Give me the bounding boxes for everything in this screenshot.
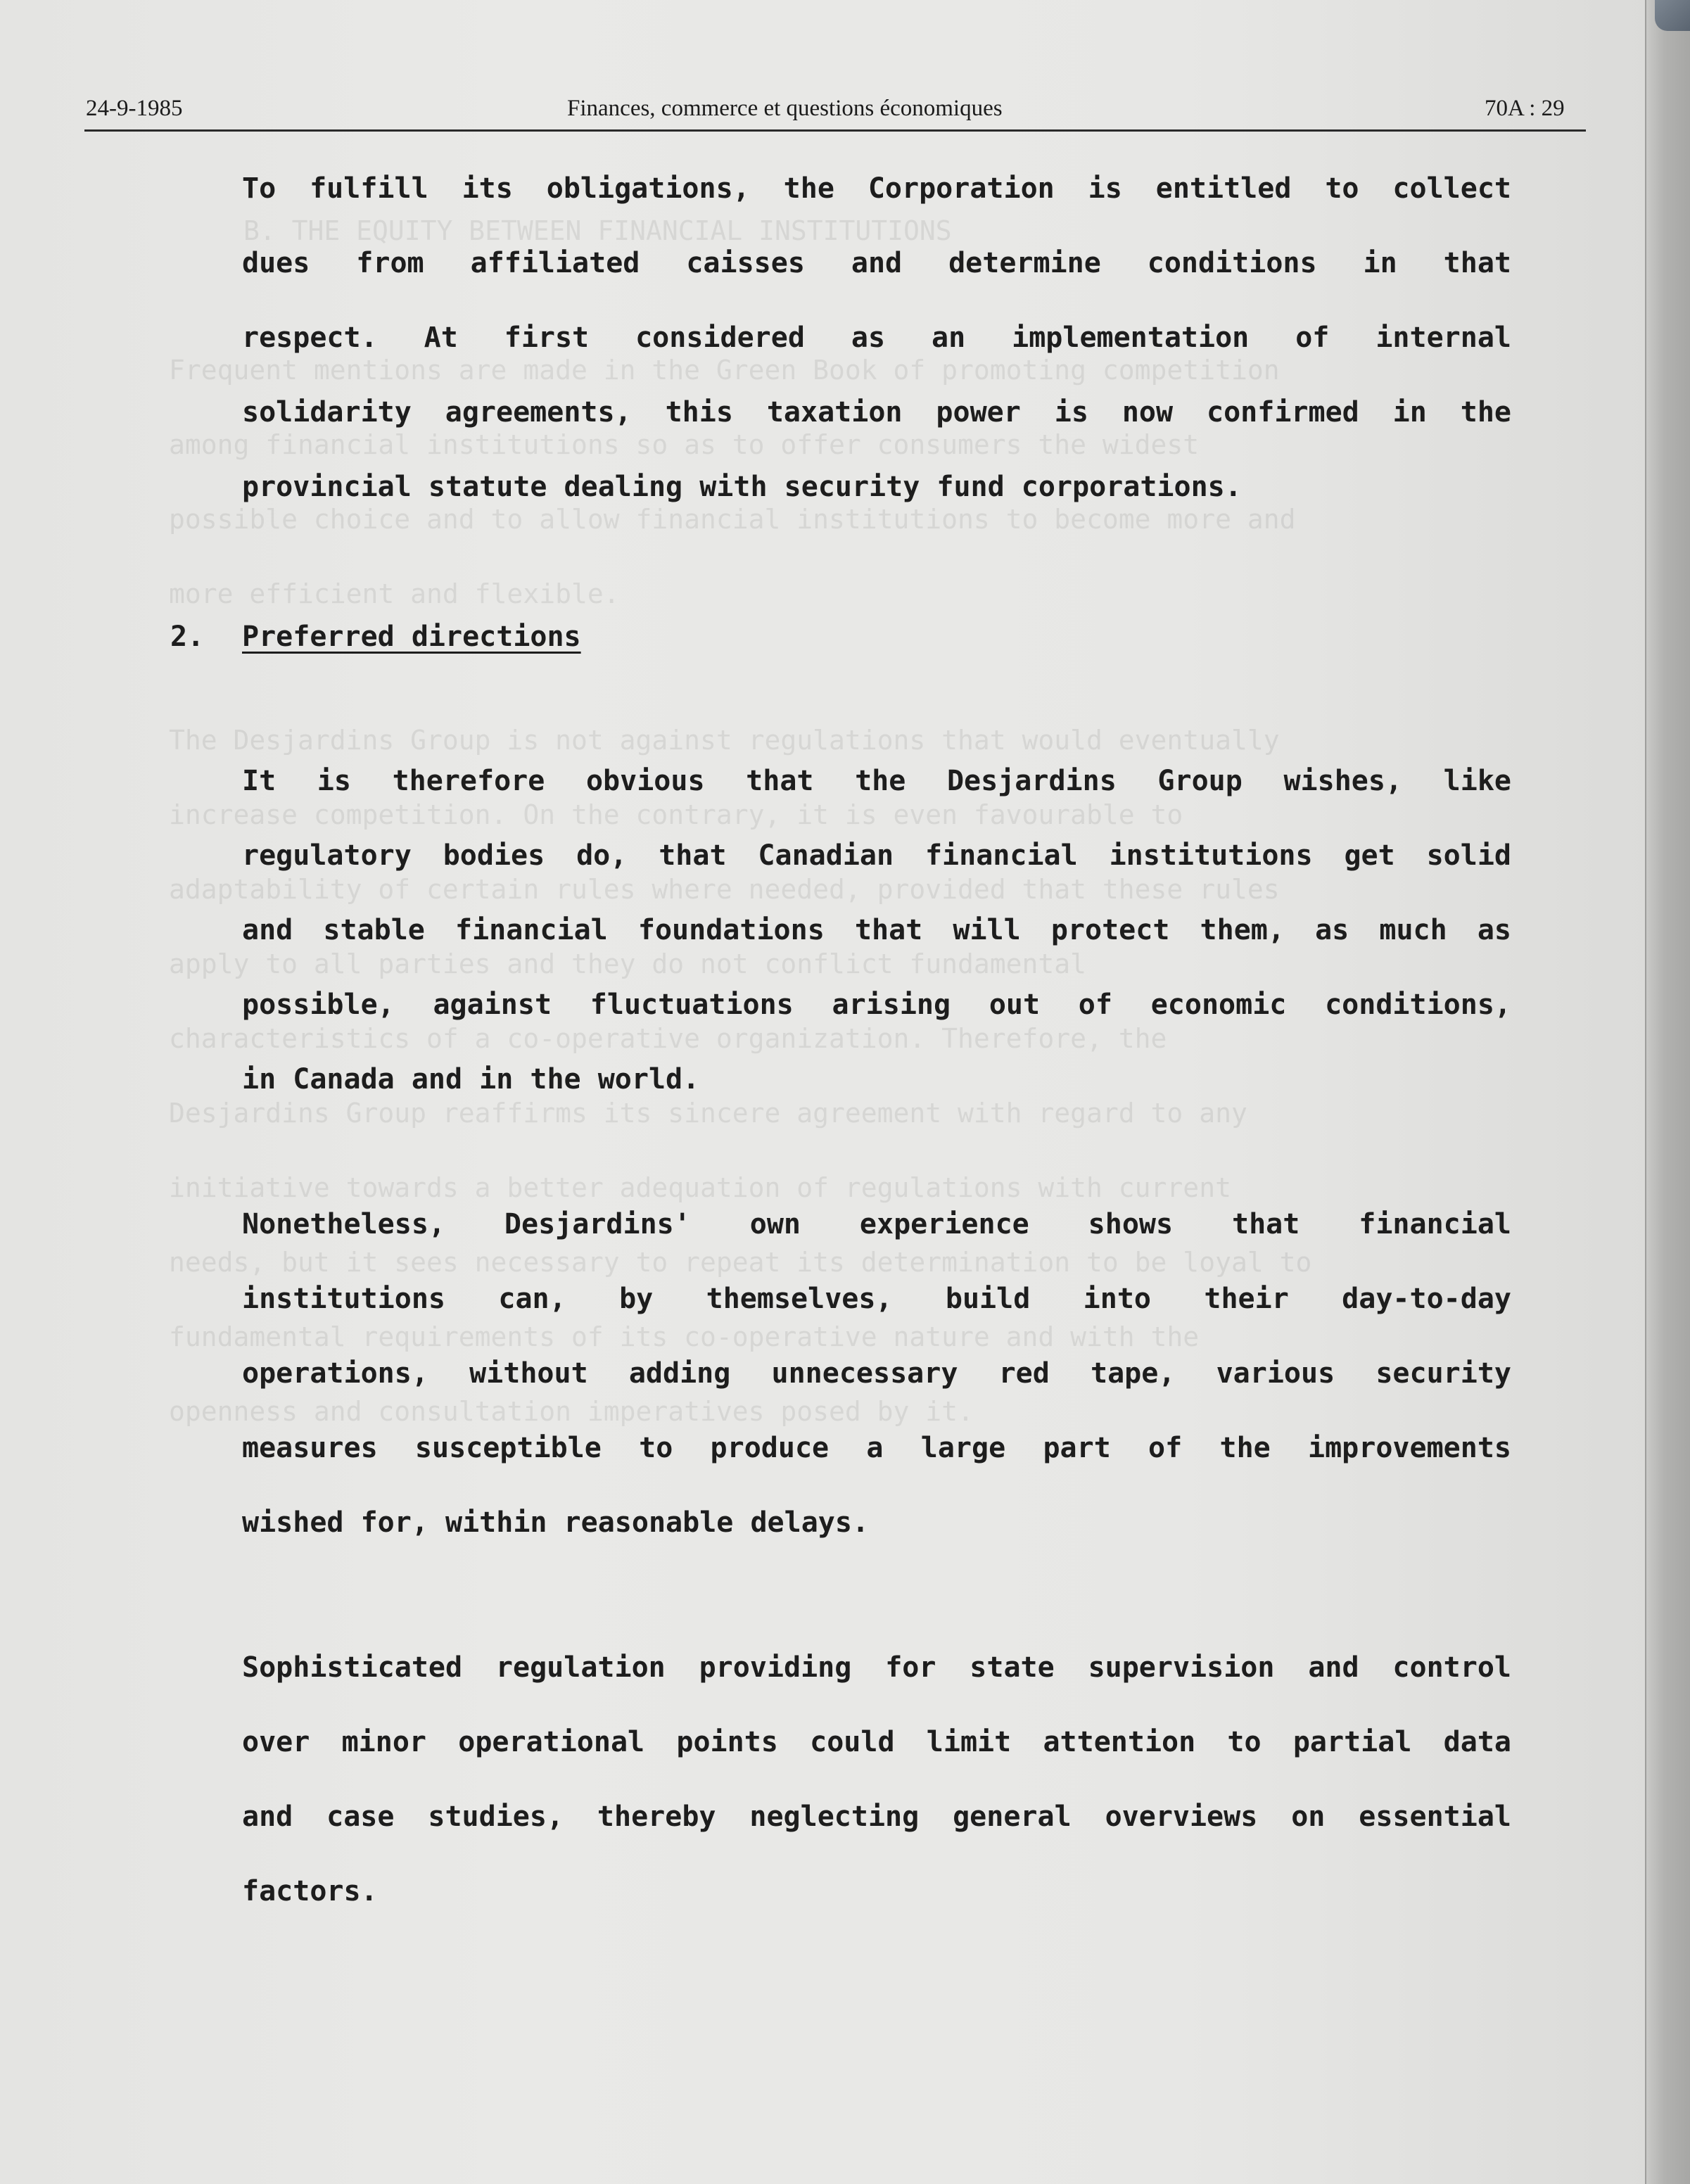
text-line: institutions can, by themselves, build into their day-to-day: [242, 1283, 1511, 1315]
binder-edge: [1645, 0, 1690, 2184]
bleed-through-text: apply to all parties and they do not conflict fundamental: [169, 948, 1087, 979]
text-line: provincial statute dealing with security fund corporations.: [242, 471, 1242, 503]
bleed-through-text: characteristics of a co-operative organization. Therefore, the: [169, 1023, 1167, 1054]
text-line: solidarity agreements, this taxation power is now confirmed in the: [242, 396, 1511, 428]
bleed-through-text: B. THE EQUITY BETWEEN FINANCIAL INSTITUTIONS: [243, 215, 952, 246]
text-line: operations, without adding unnecessary red tape, various security: [242, 1357, 1511, 1390]
bleed-through-text: The Desjardins Group is not against regulations that would eventually: [169, 725, 1280, 756]
text-line: dues from affiliated caisses and determine conditions in that: [242, 247, 1511, 279]
section-number: 2.: [170, 621, 205, 653]
bleed-through-text: more efficient and flexible.: [169, 578, 620, 609]
bleed-through-text: Desjardins Group reaffirms its sincere agreement with regard to any: [169, 1098, 1247, 1129]
text-line: Nonetheless, Desjardins' own experience shows that financial: [242, 1208, 1511, 1240]
header-title: Finances, commerce et questions économiques: [567, 96, 1003, 121]
header-page-number: 70A : 29: [1485, 96, 1565, 121]
header-rule: [84, 129, 1586, 132]
text-line: respect. At first considered as an implementation of internal: [242, 322, 1511, 354]
text-line: wished for, within reasonable delays.: [242, 1506, 870, 1539]
bleed-through-text: among financial institutions so as to offer consumers the widest: [169, 429, 1200, 460]
text-line: Sophisticated regulation providing for state supervision and control: [242, 1651, 1511, 1684]
text-line: To fulfill its obligations, the Corporation is entitled to collect: [242, 172, 1511, 205]
bleed-through-text: adaptability of certain rules where needed, provided that these rules: [169, 874, 1280, 905]
bleed-through-text: initiative towards a better adequation of regulations with current: [169, 1172, 1231, 1203]
text-line: over minor operational points could limit attention to partial data: [242, 1726, 1511, 1758]
bleed-through-text: possible choice and to allow financial institutions to become more and: [169, 504, 1296, 535]
text-line: factors.: [242, 1875, 378, 1907]
text-line: possible, against fluctuations arising out of economic conditions,: [242, 989, 1511, 1021]
header-date: 24-9-1985: [86, 96, 183, 121]
section-heading: Preferred directions: [242, 621, 581, 653]
text-line: and case studies, thereby neglecting general overviews on essential: [242, 1801, 1511, 1833]
bleed-through-text: Frequent mentions are made in the Green Book of promoting competition: [169, 355, 1280, 386]
bleed-through-text: openness and consultation imperatives posed by it.: [169, 1396, 974, 1427]
text-line: and stable financial foundations that will protect them, as much as: [242, 914, 1511, 946]
bleed-through-text: increase competition. On the contrary, it is even favourable to: [169, 799, 1183, 830]
text-line: measures susceptible to produce a large part of the improvements: [242, 1432, 1511, 1464]
bleed-through-text: fundamental requirements of its co-operative nature and with the: [169, 1321, 1200, 1352]
bleed-through-text: needs, but it sees necessary to repeat its determination to be loyal to: [169, 1247, 1312, 1278]
text-line: in Canada and in the world.: [242, 1063, 700, 1096]
text-line: regulatory bodies do, that Canadian financial institutions get solid: [242, 839, 1511, 872]
text-line: It is therefore obvious that the Desjardins Group wishes, like: [242, 765, 1511, 797]
corner-tab: [1655, 0, 1690, 31]
